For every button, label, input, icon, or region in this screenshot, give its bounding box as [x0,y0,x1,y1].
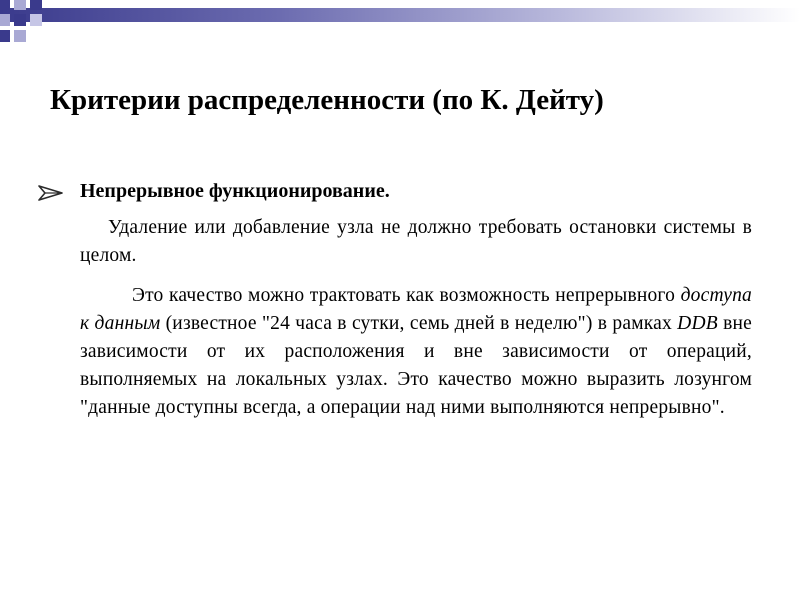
paragraph-2-text: Это качество можно трактовать как возможность непрерывного [132,285,681,306]
paragraph-2-emphasis: DDB [677,313,718,334]
decor-square [14,0,26,10]
paragraph-2-emphasis: доступа к данным [80,285,752,334]
decor-square [14,14,26,26]
paragraph-2-text: (известное "24 часа в сутки, семь дней в неделю") в рамках [160,313,678,334]
slide-title: Критерии распределенности (по К. Дейту) [50,84,604,116]
decor-square [30,14,42,26]
decor-square [30,0,42,10]
decor-square [14,30,26,42]
arrow-bullet-icon [38,182,64,204]
decor-square [0,30,10,42]
paragraph-2-text: вне зависимости от их расположения и вне зависимости от операций, выполняемых на локальных узлах. Это качество можно выразить лозунгом "данные доступны всегда, а операции над ними выполняются непрерывно". [80,313,752,418]
paragraph-2 [80,282,752,422]
decor-square [0,14,10,26]
decorative-squares [0,0,60,50]
header-band [0,8,800,22]
paragraph-1: Удаление или добавление узла не должно требовать остановки системы в целом. [80,217,752,266]
decor-square [0,0,10,10]
bullet-heading: Непрерывное функционирование. [80,180,390,202]
